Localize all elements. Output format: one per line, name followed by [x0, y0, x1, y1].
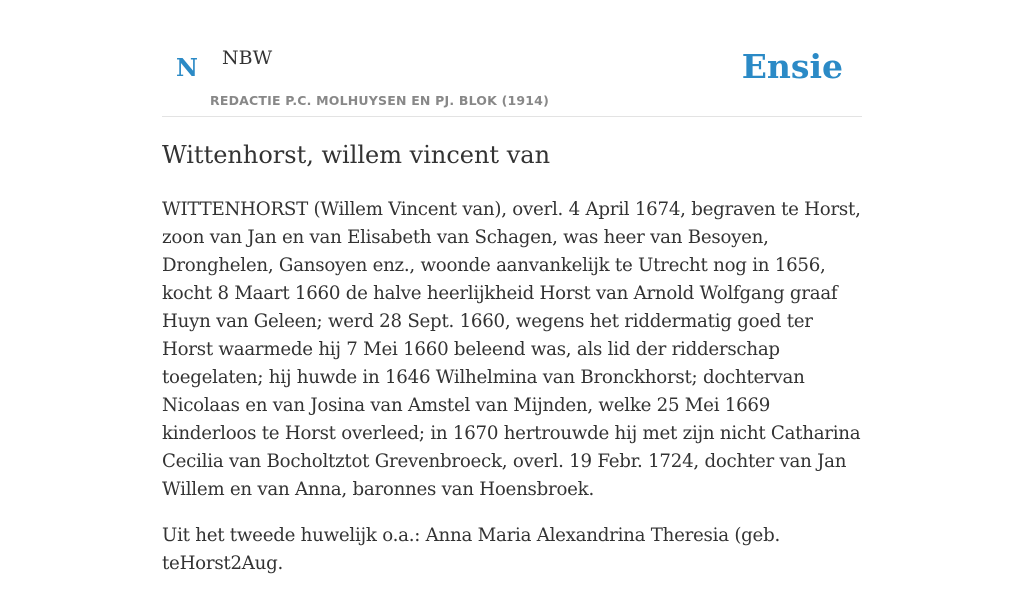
- source-name[interactable]: NBW: [222, 47, 273, 69]
- source-subtitle: REDACTIE P.C. MOLHUYSEN EN PJ. BLOK (1914): [210, 93, 549, 108]
- source-logo[interactable]: N: [176, 53, 198, 82]
- article-paragraph: Uit het tweede huwelijk o.a.: Anna Maria Alexandrina Theresia (geb. teHorst2Aug.: [162, 525, 780, 574]
- ensie-logo-link[interactable]: Ensie: [741, 47, 843, 86]
- entry-title: Wittenhorst, willem vincent van: [162, 141, 551, 169]
- source-header: [162, 0, 862, 117]
- article-paragraph: WITTENHORST (Willem Vincent van), overl. 4 April 1674, begraven te Horst, zoon van Jan en van Elisabeth van Schagen, was heer van Besoyen, Dronghelen, Gansoyen enz., woonde aanvankelijk te Utrecht nog in 1656, kocht 8 Maart 1660 de halve heerlijkheid Horst van Arnold Wolfgang graaf Huyn van Geleen; werd 28 Sept. 1660, wegens het riddermatig goed ter Horst waarmede hij 7 Mei 1660 beleend was, als lid der ridderschap toegelaten; hij huwde in 1646 Wilhelmina van Bronckhorst; dochtervan Nicolaas en van Josina van Amstel van Mijnden, welke 25 Mei 1669 kinderloos te Horst overleed; in 1670 hertrouwde hij met zijn nicht Catharina Cecilia van Bocholtztot Grevenbroeck, overl. 19 Febr. 1724, dochter van Jan Willem en van Anna, baronnes van Hoensbroek.: [162, 199, 861, 500]
- article-content: [162, 140, 864, 596]
